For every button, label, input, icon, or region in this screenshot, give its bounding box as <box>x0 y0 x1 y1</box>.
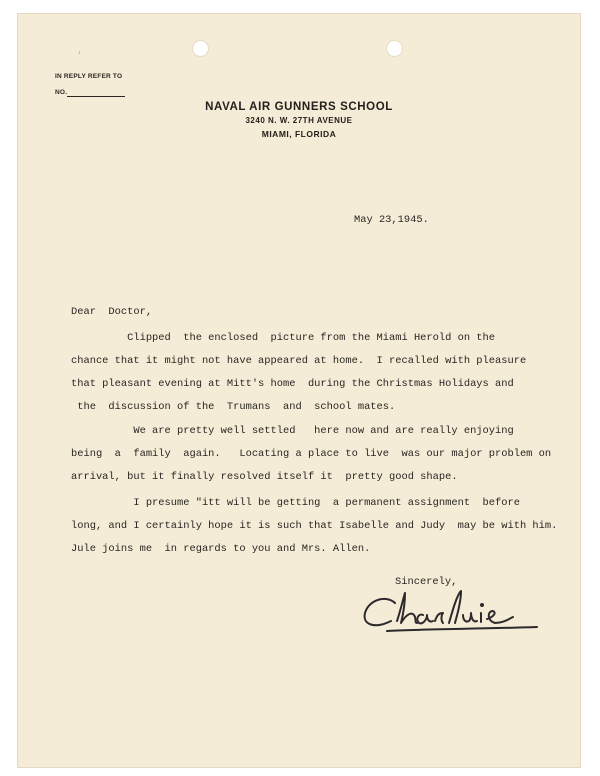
body-line: Clipped the enclosed picture from the Miami Herold on the <box>71 332 496 344</box>
body-line: being a family again. Locating a place to live was our major problem on <box>71 448 552 460</box>
number-label: NO. <box>55 89 68 96</box>
letterhead-city: MIAMI, FLORIDA <box>261 129 337 139</box>
margin-mark: ᐟ <box>76 49 85 61</box>
reply-refer-label: IN REPLY REFER TO <box>55 73 123 80</box>
body-line: arrival, but it finally resolved itself it pretty good shape. <box>71 471 458 483</box>
body-line: chance that it might not have appeared at home. I recalled with pleasure <box>71 355 527 367</box>
handwritten-signature <box>357 585 547 635</box>
punch-hole-left <box>193 41 208 56</box>
number-blank-line <box>67 96 125 97</box>
punch-hole-right <box>387 41 402 56</box>
letter-date: May 23,1945. <box>354 214 429 226</box>
body-line: that pleasant evening at Mitt's home during the Christmas Holidays and <box>71 378 514 390</box>
body-line: long, and I certainly hope it is such that Isabelle and Judy may be with him. <box>71 520 558 532</box>
salutation: Dear Doctor, <box>71 306 153 318</box>
body-line: We are pretty well settled here now and are really enjoying <box>71 425 514 437</box>
closing: Sincerely, <box>395 576 458 588</box>
body-line: I presume "itt will be getting a permanent assignment before <box>71 497 520 509</box>
body-line: Jule joins me in regards to you and Mrs. Allen. <box>71 543 371 555</box>
body-line: the discussion of the Trumans and school mates. <box>71 401 396 413</box>
letterhead-org: NAVAL AIR GUNNERS SCHOOL <box>205 101 393 113</box>
letterhead-street: 3240 N. W. 27TH AVENUE <box>245 116 353 125</box>
letter-page <box>17 13 581 768</box>
